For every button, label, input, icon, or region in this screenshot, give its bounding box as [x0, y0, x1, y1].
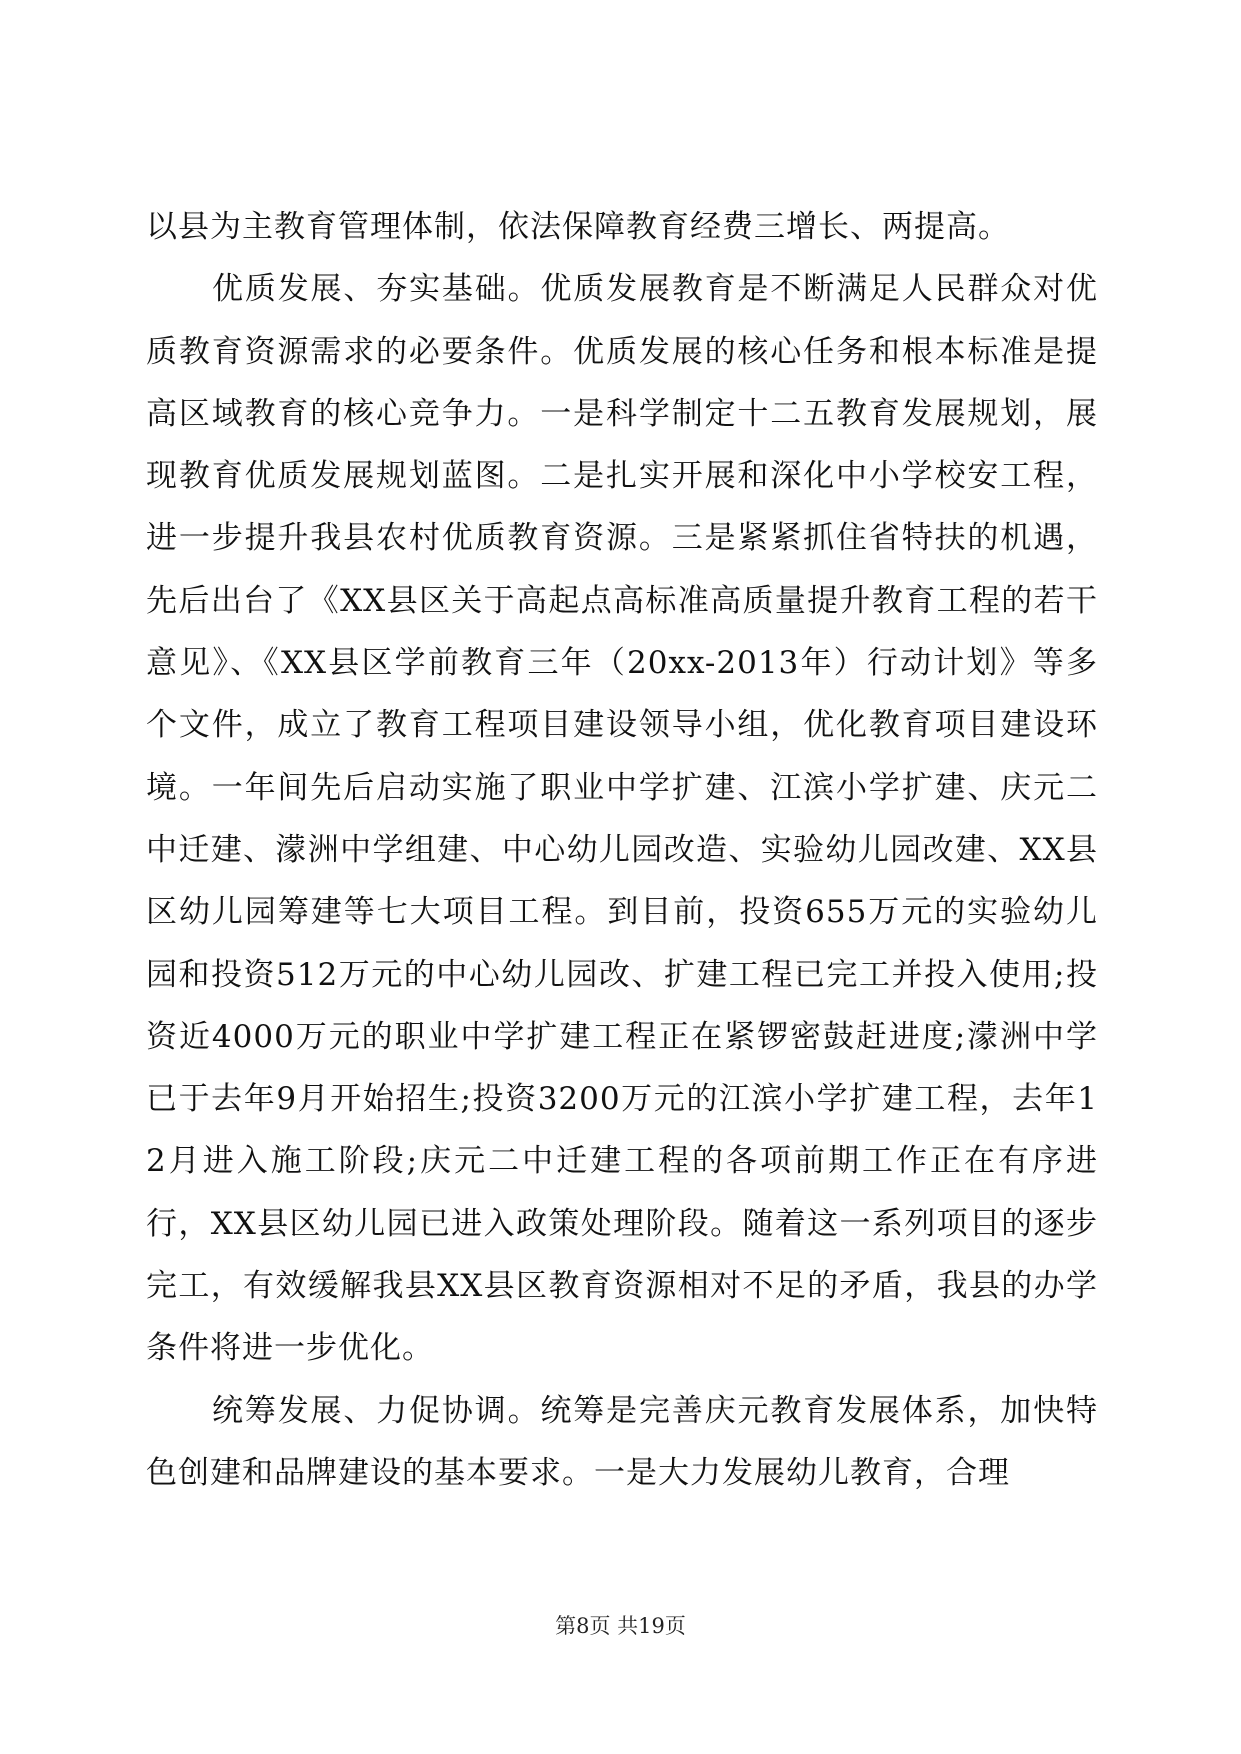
paragraph-continuation: 以县为主教育管理体制，依法保障教育经费三增长、两提高。 — [146, 209, 1010, 245]
paragraph-coordinated-development: 统筹发展、力促协调。统筹是完善庆元教育发展体系，加快特色创建和品牌建设的基本要求。一是大力发展幼儿教育，合理 — [146, 1392, 1098, 1491]
paragraph-quality-development: 优质发展、夯实基础。优质发展教育是不断满足人民群众对优质教育资源需求的必要条件。优质发展的核心任务和根本标准是提高区域教育的核心竞争力。一是科学制定十二五教育发展规划，展现教育优质发展规划蓝图。二是扎实开展和深化中小学校安工程，进一步提升我县农村优质教育资源。三是紧紧抓住省特扶的机遇，先后出台了《XX县区关于高起点高标准高质量提升教育工程的若干意见》、《XX县区学前教育三年（20xx-2013年）行动计划》等多个文件，成立了教育工程项目建设领导小组，优化教育项目建设环境。一年间先后启动实施了职业中学扩建、江滨小学扩建、庆元二中迁建、濛洲中学组建、中心幼儿园改造、实验幼儿园改建、XX县区幼儿园筹建等七大项目工程。到目前，投资655万元的实验幼儿园和投资512万元的中心幼儿园改、扩建工程已完工并投入使用;投资近4000万元的职业中学扩建工程正在紧锣密鼓赶进度;濛洲中学已于去年9月开始招生;投资3200万元的江滨小学扩建工程，去年12月进入施工阶段;庆元二中迁建工程的各项前期工作正在有序进行，XX县区幼儿园已进入政策处理阶段。随着这一系列项目的逐步完工，有效缓解我县XX县区教育资源相对不足的矛盾，我县的办学条件将进一步优化。 — [146, 271, 1098, 1367]
page-number-footer: 第8页 共19页 — [555, 1614, 686, 1638]
document-body — [146, 196, 1098, 1504]
